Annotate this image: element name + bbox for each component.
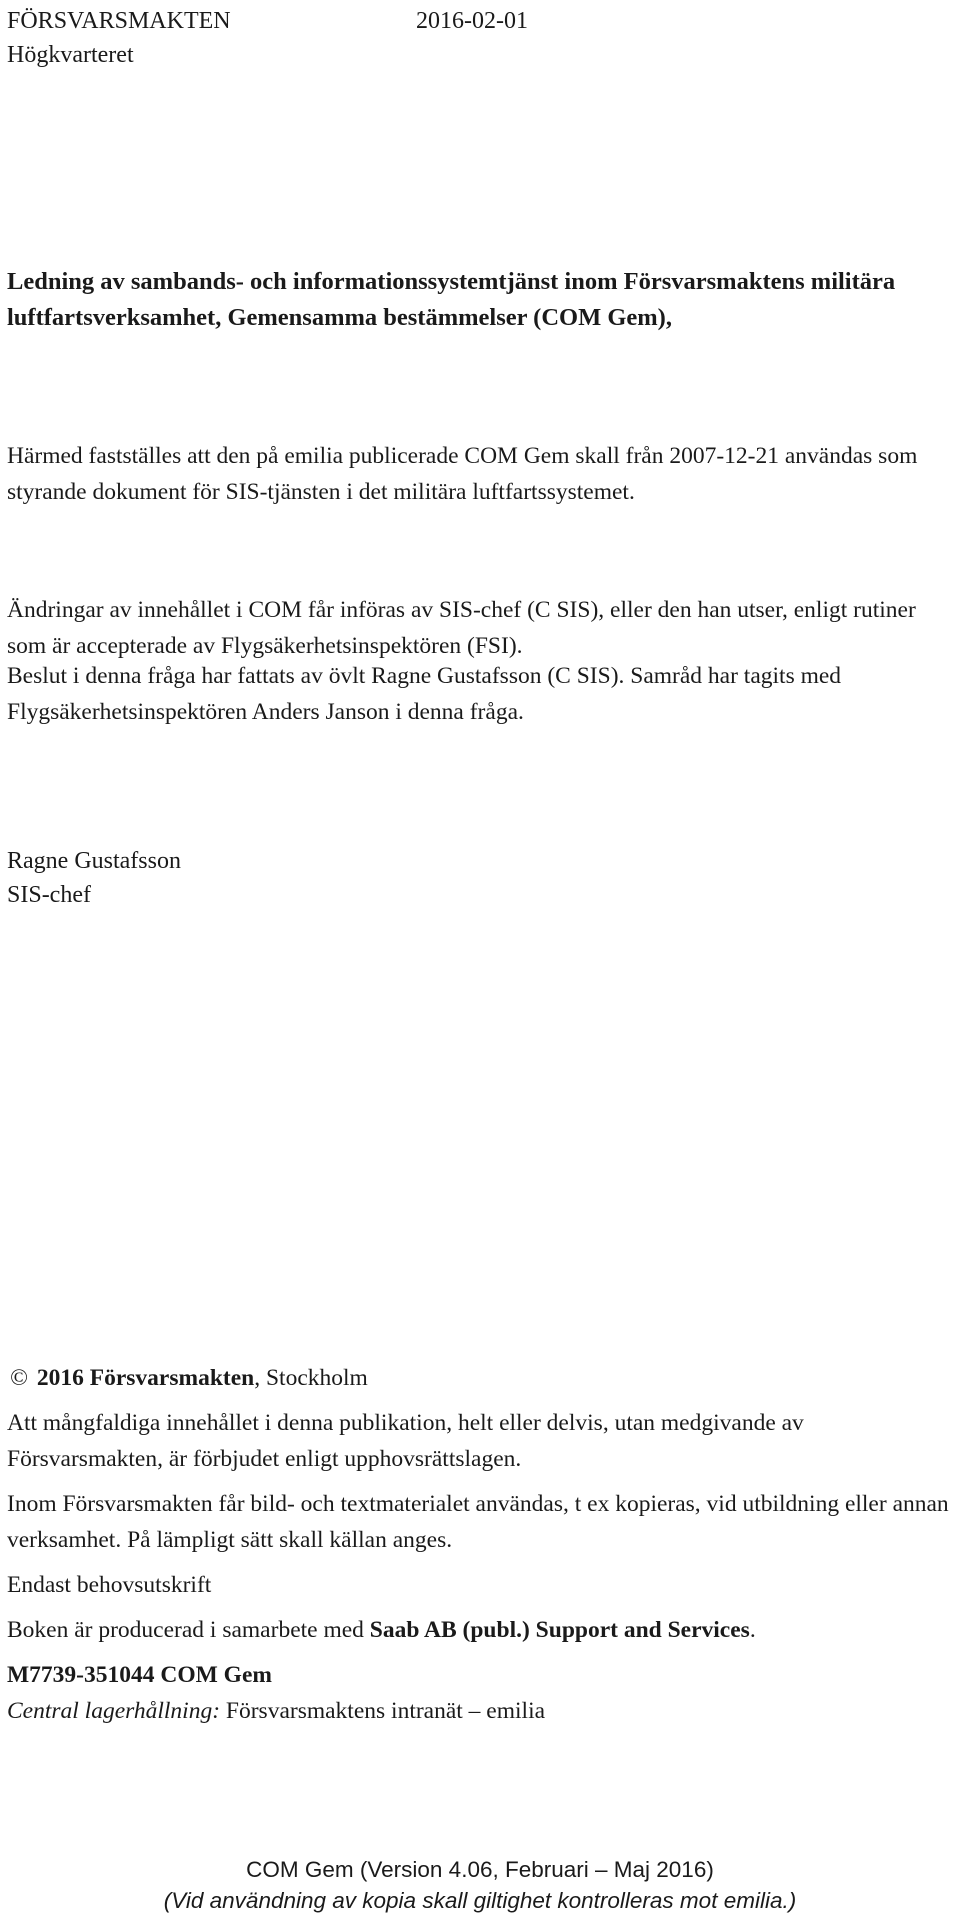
- storage-label: Central lagerhållning:: [7, 1698, 221, 1724]
- copyright-icon: ©: [10, 1365, 28, 1391]
- signature-role: SIS-chef: [7, 882, 91, 908]
- colophon: [7, 1360, 952, 1729]
- paragraph-decision: Beslut i denna fråga har fattats av övlt Ragne Gustafsson (C SIS). Samråd har tagits med Flygsäkerhetsinspektören Anders Janson i denna fråga.: [7, 663, 842, 725]
- footer-version: COM Gem (Version 4.06, Februari – Maj 2016): [246, 1857, 714, 1882]
- storage-value: Försvarsmaktens intranät – emilia: [220, 1698, 546, 1724]
- signature-block: [7, 844, 181, 912]
- signature-name: Ragne Gustafsson: [7, 848, 181, 874]
- footer-validity: (Vid användning av kopia skall giltighet kontrolleras mot emilia.): [163, 1888, 797, 1913]
- document-title: Ledning av sambands- och informationssystemtjänst inom Försvarsmaktens militära luftfartsverksamhet, Gemensamma bestämmelser (COM Gem),: [7, 268, 896, 331]
- document-date: 2016-02-01: [416, 8, 528, 34]
- paragraph-changes: Ändringar av innehållet i COM får införas av SIS-chef (C SIS), eller den han utser, enligt rutiner som är accepterade av Flygsäkerhetsinspektören (FSI).: [7, 597, 916, 659]
- paragraph-establishment: Härmed fastställes att den på emilia publicerade COM Gem skall från 2007-12-21 användas som styrande dokument för SIS-tjänsten i det militära luftfartssystemet.: [7, 443, 918, 505]
- internal-use-notice: Inom Försvarsmakten får bild- och textmaterialet användas, t ex kopieras, vid utbildning eller annan verksamhet. På lämpligt sätt skall källan anges.: [7, 1491, 949, 1553]
- organization-name: FÖRSVARSMAKTEN: [7, 8, 231, 34]
- article-number: M7739-351044 COM Gem: [7, 1662, 272, 1688]
- production-note: [7, 1612, 952, 1648]
- production-prefix: Boken är producerad i samarbete med: [7, 1617, 370, 1643]
- issuing-unit: Högkvarteret: [7, 42, 134, 68]
- reproduction-notice: Att mångfaldiga innehållet i denna publikation, helt eller delvis, utan medgivande av Försvarsmakten, är förbjudet enligt upphovsrättslagen.: [7, 1410, 804, 1472]
- article-info: [7, 1657, 952, 1729]
- copyright-location: , Stockholm: [254, 1365, 368, 1391]
- print-note: Endast behovsutskrift: [7, 1572, 212, 1598]
- copyright-line: [7, 1360, 952, 1396]
- production-partner: Saab AB (publ.) Support and Services: [369, 1617, 750, 1643]
- page-footer: [0, 1854, 960, 1916]
- copyright-holder: 2016 Försvarsmakten: [36, 1365, 255, 1391]
- production-suffix: .: [749, 1617, 756, 1643]
